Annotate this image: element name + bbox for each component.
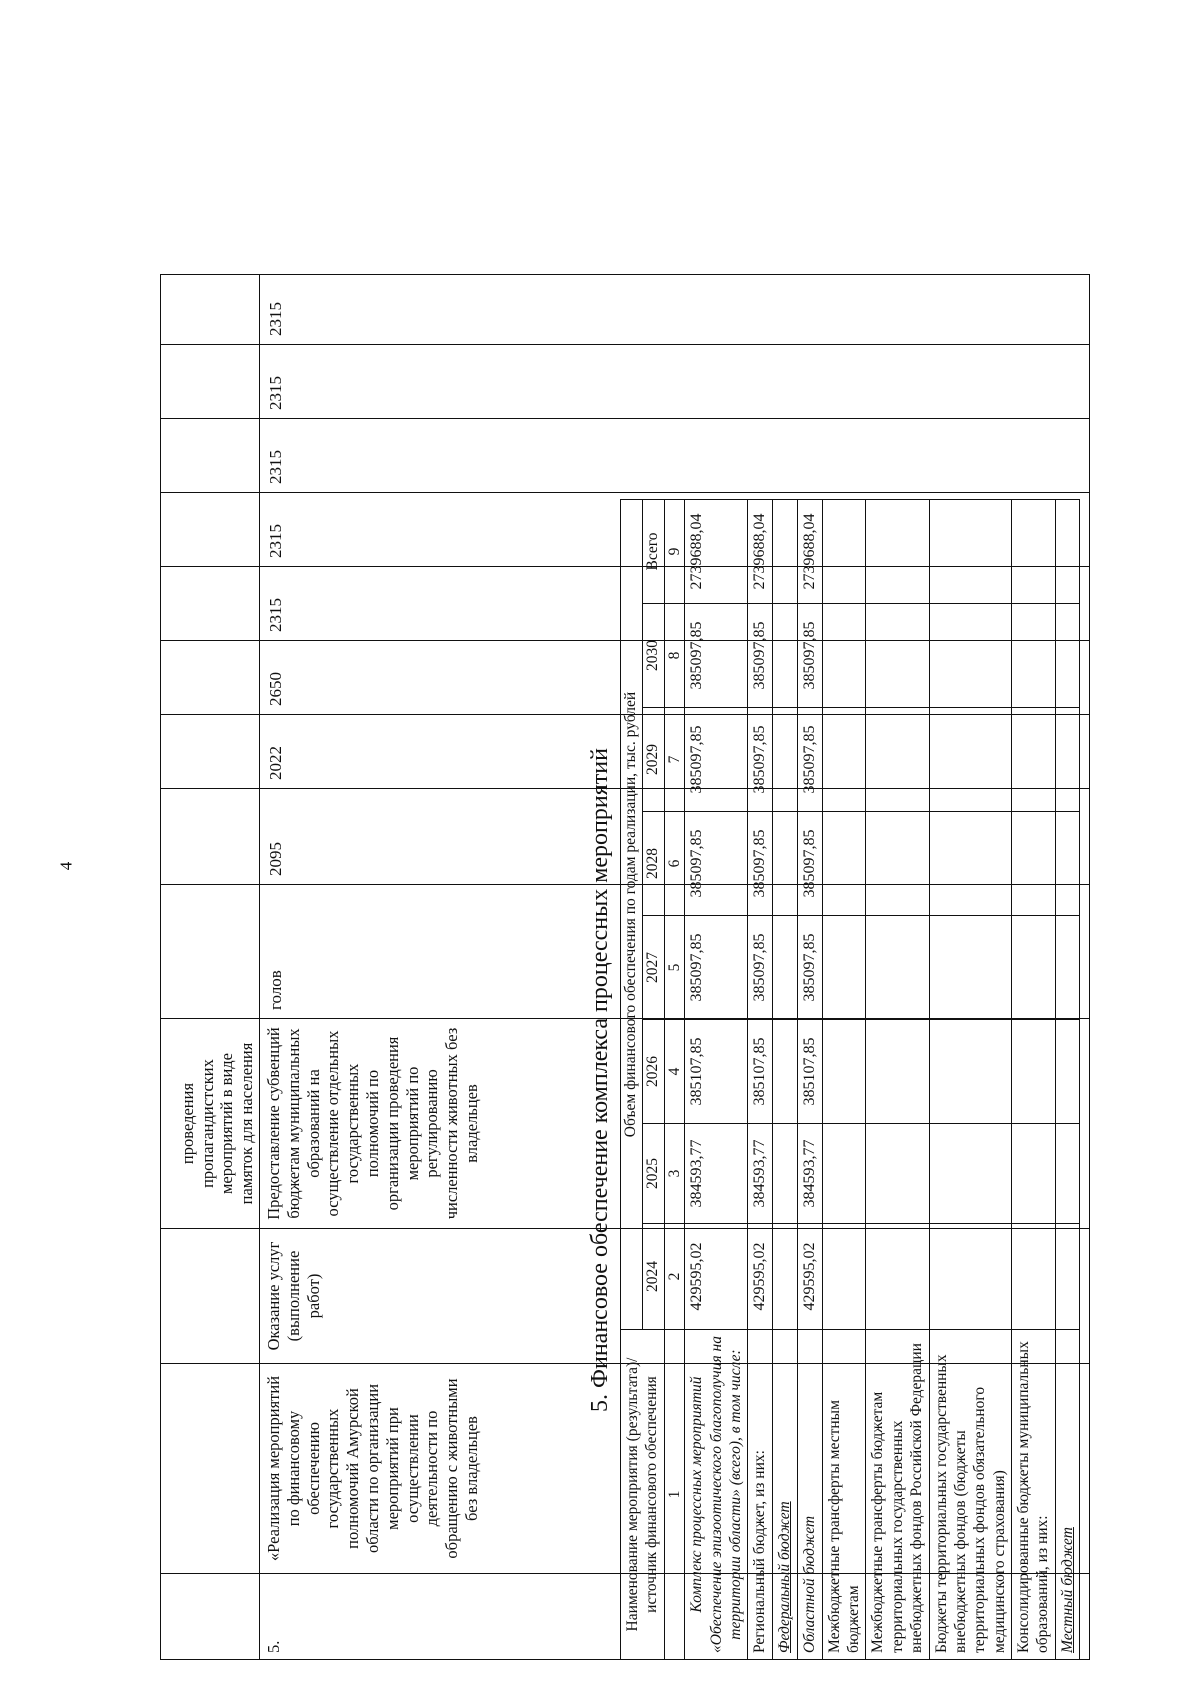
col-number: 9 (664, 500, 684, 604)
empty-cell (161, 567, 260, 641)
empty-cell (161, 493, 260, 567)
empty-cell (161, 275, 260, 345)
value-cell (866, 1020, 929, 1124)
value-cell (1055, 1020, 1079, 1124)
value-cell: 385097,85 (797, 916, 822, 1020)
measure-unit: голов (260, 885, 1090, 1019)
indicators-continuation-row (161, 275, 260, 1660)
col-number: 7 (664, 708, 684, 812)
value-cell (1055, 1124, 1079, 1224)
value-cell (1012, 1020, 1056, 1124)
header-row (621, 500, 643, 1660)
value-cell: 2315 (260, 493, 1090, 567)
value-cell: 385097,85 (685, 708, 748, 812)
measure-description: Предоставление субвенций бюджетам муниципальных образований на осуществление отдельных государственных полномочий по организации проведения мероприятий по регулированию численности животных без владельцев (260, 1019, 1090, 1229)
value-cell: 2095 (260, 789, 1090, 885)
value-cell: 385097,85 (797, 604, 822, 708)
value-cell (773, 604, 797, 708)
value-cell: 2739688,04 (685, 500, 748, 604)
measure-name: «Реализация мероприятий по финансовому обеспечению государственных полномочий Амурской области по организации мероприятий при осуществлении деятельности по обращению с животными без владельцев (260, 1364, 1090, 1574)
value-cell: 2022 (260, 715, 1090, 789)
empty-cell (161, 789, 260, 885)
value-cell: 385097,85 (685, 604, 748, 708)
row-name: Областной бюджет (797, 1330, 822, 1660)
financing-row (1055, 500, 1079, 1660)
row-name: Местный бюджет (1055, 1330, 1079, 1660)
value-cell (866, 916, 929, 1020)
col-number: 8 (664, 604, 684, 708)
value-cell: 384593,77 (685, 1124, 748, 1224)
value-cell (1055, 1224, 1079, 1330)
empty-cell (161, 345, 260, 419)
value-cell (822, 1224, 866, 1330)
empty-cell (161, 1229, 260, 1364)
financing-row (773, 500, 797, 1660)
value-cell (822, 708, 866, 812)
col-number: 2 (664, 1224, 684, 1330)
financing-row (748, 500, 773, 1660)
row-name: Консолидированные бюджеты муниципальных образований, из них: (1012, 1330, 1056, 1660)
year-header: 2028 (642, 812, 664, 916)
value-cell (866, 1224, 929, 1330)
value-cell: 429595,02 (685, 1224, 748, 1330)
value-cell (773, 708, 797, 812)
value-cell: 385097,85 (797, 708, 822, 812)
header-name: Наименование мероприятия (результата)/источник финансового обеспечения (621, 1330, 665, 1660)
row-name: Межбюджетные трансферты местным бюджетам (822, 1330, 866, 1660)
value-cell: 385097,85 (748, 812, 773, 916)
row-name: Региональный бюджет, из них: (748, 1330, 773, 1660)
value-cell (866, 604, 929, 708)
value-cell (773, 1124, 797, 1224)
value-cell (1055, 916, 1079, 1020)
value-cell (1012, 708, 1056, 812)
value-cell (773, 812, 797, 916)
value-cell (929, 708, 1012, 812)
value-cell (1012, 812, 1056, 916)
value-cell: 385097,85 (748, 708, 773, 812)
value-cell (929, 500, 1012, 604)
total-header: Всего (642, 500, 664, 604)
year-header: 2024 (642, 1224, 664, 1330)
row-name: Бюджеты территориальных государственных внебюджетных фондов (бюджеты территориальных фондов обязательного медицинского страхования) (929, 1330, 1012, 1660)
year-header: 2027 (642, 916, 664, 1020)
value-cell (822, 1020, 866, 1124)
empty-cell (161, 1364, 260, 1574)
value-cell: 429595,02 (748, 1224, 773, 1330)
measure-type: Оказание услуг (выполнение работ) (260, 1229, 1090, 1364)
value-cell (929, 916, 1012, 1020)
value-cell (929, 1124, 1012, 1224)
row-name: Межбюджетные трансферты бюджетам территориальных государственных внебюджетных фондов Российской Федерации (866, 1330, 929, 1660)
empty-cell (161, 715, 260, 789)
value-cell (929, 812, 1012, 916)
value-cell (822, 604, 866, 708)
financing-row (1012, 500, 1056, 1660)
value-cell (822, 1124, 866, 1224)
header-group: Объем финансового обеспечения по годам реализации, тыс. рублей (621, 500, 643, 1330)
empty-cell (161, 1574, 260, 1660)
value-cell: 384593,77 (748, 1124, 773, 1224)
financing-row (866, 500, 929, 1660)
row-name: Комплекс процессных мероприятий «Обеспечение эпизоотического благополучия на территории области» (всего), в том числе: (685, 1330, 748, 1660)
row-name: Федеральный бюджет (773, 1330, 797, 1660)
value-cell (1055, 812, 1079, 916)
row-number: 5. (260, 1574, 1090, 1660)
value-cell (822, 500, 866, 604)
year-header: 2030 (642, 604, 664, 708)
continuation-text: проведения пропагандистских мероприятий в виде памяток для населения (161, 1019, 260, 1229)
value-cell (773, 916, 797, 1020)
value-cell (773, 1020, 797, 1124)
value-cell (929, 1020, 1012, 1124)
financing-table-wrap (620, 500, 1076, 1660)
value-cell: 385097,85 (685, 812, 748, 916)
value-cell (773, 1224, 797, 1330)
year-header: 2029 (642, 708, 664, 812)
value-cell: 385107,85 (748, 1020, 773, 1124)
col-number: 3 (664, 1124, 684, 1224)
value-cell: 2315 (260, 275, 1090, 345)
empty-cell (161, 641, 260, 715)
value-cell: 385097,85 (797, 812, 822, 916)
financing-row (685, 500, 748, 1660)
financing-row (822, 500, 866, 1660)
col-number: 5 (664, 916, 684, 1020)
value-cell (773, 500, 797, 604)
value-cell: 385097,85 (748, 604, 773, 708)
value-cell: 2315 (260, 567, 1090, 641)
value-cell: 2315 (260, 419, 1090, 493)
empty-cell (161, 419, 260, 493)
value-cell (866, 708, 929, 812)
value-cell: 385097,85 (748, 916, 773, 1020)
value-cell: 385107,85 (685, 1020, 748, 1124)
value-cell: 2315 (260, 345, 1090, 419)
year-header: 2026 (642, 1020, 664, 1124)
value-cell: 2739688,04 (748, 500, 773, 604)
value-cell (866, 1124, 929, 1224)
value-cell: 385107,85 (797, 1020, 822, 1124)
financing-row (929, 500, 1012, 1660)
value-cell (822, 916, 866, 1020)
value-cell (1012, 1224, 1056, 1330)
financing-row (797, 500, 822, 1660)
value-cell (929, 604, 1012, 708)
value-cell (929, 1224, 1012, 1330)
value-cell: 429595,02 (797, 1224, 822, 1330)
value-cell: 385097,85 (685, 916, 748, 1020)
value-cell (1012, 604, 1056, 708)
value-cell (1055, 708, 1079, 812)
page-number: 4 (56, 861, 76, 871)
value-cell (822, 812, 866, 916)
value-cell (1055, 604, 1079, 708)
column-numbers-row (664, 500, 684, 1660)
col-number: 4 (664, 1020, 684, 1124)
col-number: 6 (664, 812, 684, 916)
year-header: 2025 (642, 1124, 664, 1224)
value-cell (1012, 500, 1056, 604)
value-cell: 2739688,04 (797, 500, 822, 604)
value-cell (866, 500, 929, 604)
value-cell: 384593,77 (797, 1124, 822, 1224)
value-cell (1055, 500, 1079, 604)
empty-cell (161, 885, 260, 1019)
financing-table (620, 499, 1080, 1660)
section-title: 5. Финансовое обеспечение комплекса процессных мероприятий (587, 748, 613, 1412)
value-cell: 2650 (260, 641, 1090, 715)
col-number: 1 (664, 1330, 684, 1660)
value-cell (1012, 916, 1056, 1020)
value-cell (1012, 1124, 1056, 1224)
value-cell (866, 812, 929, 916)
